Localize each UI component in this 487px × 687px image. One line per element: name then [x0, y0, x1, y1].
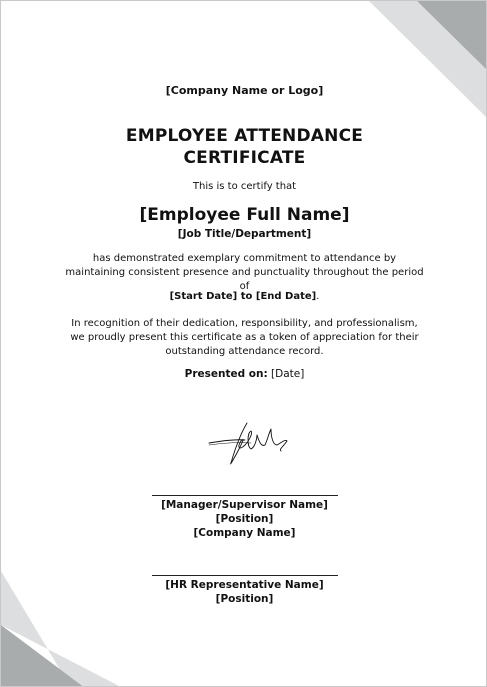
start-date: [Start Date]: [169, 291, 238, 302]
manager-name: [Manager/Supervisor Name]: [161, 499, 328, 511]
period-to: to: [237, 291, 256, 302]
signature-line-hr: [152, 575, 338, 576]
certificate-title: [1, 125, 487, 169]
commitment-paragraph: has demonstrated exemplary commitment to attendance by maintaining consistent presence and punctuality throughout the period of: [65, 253, 424, 292]
hr-position: [Position]: [215, 593, 274, 605]
presented-date: [Date]: [271, 368, 305, 380]
job-title: [Job Title/Department]: [177, 228, 312, 240]
recognition-paragraph: In recognition of their dedication, responsibility, and professionalism, we proudly present this certificate as a token of appreciation for their outstanding attendance record.: [70, 318, 419, 357]
employee-name: [Employee Full Name]: [139, 205, 350, 225]
signature-image: [201, 419, 291, 469]
manager-signature-block: [1, 498, 487, 540]
end-date: [End Date]: [255, 291, 317, 302]
hr-signature-block: [1, 578, 487, 606]
hr-name: [HR Representative Name]: [165, 579, 324, 591]
presented-on: [1, 368, 487, 380]
company-placeholder: [Company Name or Logo]: [165, 84, 324, 97]
period-end: .: [316, 291, 320, 302]
intro-text: This is to certify that: [192, 181, 297, 192]
title-line-1: EMPLOYEE ATTENDANCE: [125, 126, 364, 146]
presented-label: Presented on:: [184, 368, 268, 380]
manager-position: [Position]: [215, 513, 274, 525]
title-line-2: CERTIFICATE: [183, 148, 306, 168]
signature-line-manager: [152, 495, 338, 496]
manager-company: [Company Name]: [193, 527, 296, 539]
attendance-period: [1, 291, 487, 302]
